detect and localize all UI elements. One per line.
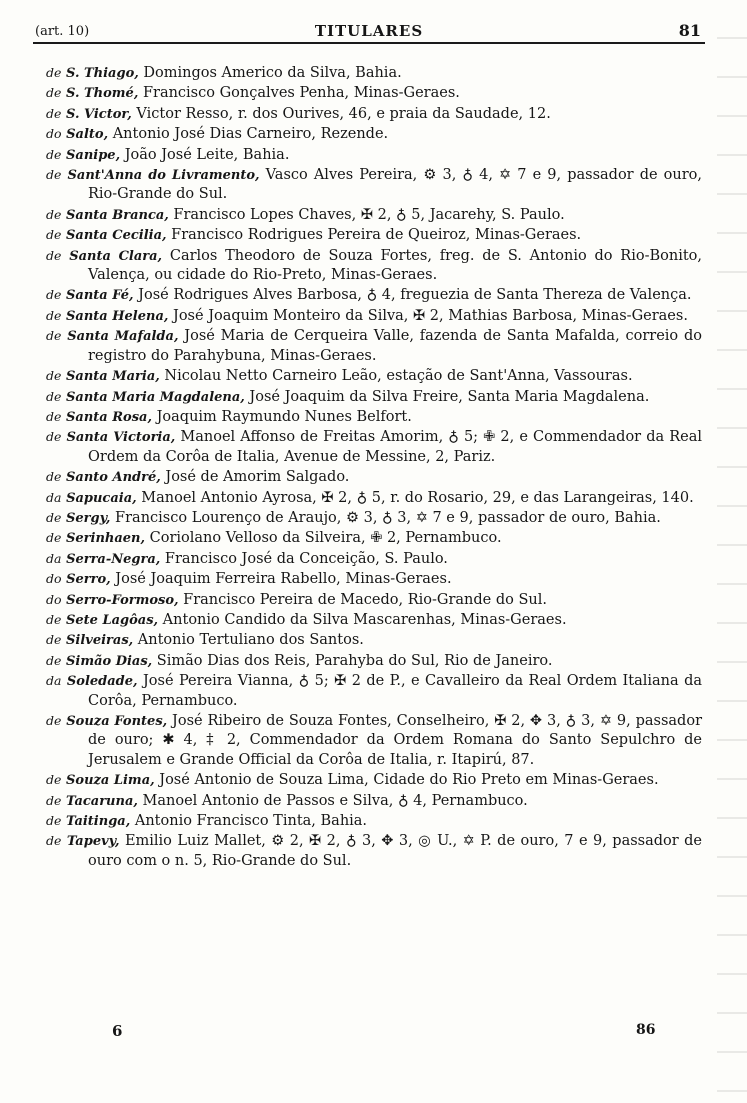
entry-holder: Carlos Theodoro de Souza Fortes, freg. de S. Antonio do Rio-Bonito, Valença, ou cidade do Rio-Preto, Minas-Geraes. (88, 247, 703, 284)
entry-preposition: da (46, 673, 62, 689)
title-entry (46, 83, 702, 103)
entry-preposition: de (46, 632, 62, 648)
entry-holder: Francisco Pereira de Macedo, Rio-Grande do Sul. (178, 591, 548, 608)
entry-preposition: de (46, 227, 62, 243)
entry-title: Santa Maria Magdalena, (66, 389, 245, 405)
title-entry (46, 831, 702, 871)
entry-preposition: de (46, 408, 62, 424)
title-entry (46, 610, 702, 630)
entry-preposition: do (46, 126, 62, 142)
title-entry (46, 285, 702, 305)
entry-holder: José Joaquim Ferreira Rabello, Minas-Geraes. (110, 571, 452, 588)
entry-holder: Manoel Antonio Ayrosa, ✠ 2, ♁ 5, r. do Rosario, 29, e das Larangeiras, 140. (136, 489, 694, 506)
entry-holder: Joaquim Raymundo Nunes Belfort. (151, 408, 412, 425)
entry-title: Taitinga, (66, 814, 131, 830)
title-entry (46, 791, 702, 811)
entry-title: Santa Mafalda, (67, 329, 179, 345)
page-edge-speckle (717, 0, 747, 1103)
title-entry (46, 407, 702, 427)
entry-title: Silveiras, (66, 633, 134, 649)
entry-title: Tapevy, (66, 834, 120, 850)
page-number: 81 (678, 21, 701, 40)
title-entry (46, 671, 702, 711)
entry-title: Souza Lima, (66, 773, 155, 789)
entry-title: Santa Rosa, (66, 409, 152, 425)
entry-title: Tacaruna, (66, 793, 138, 809)
entry-title: Souza Fontes, (66, 714, 168, 729)
title-entry (46, 427, 702, 467)
running-header (33, 20, 705, 44)
entry-preposition: de (46, 206, 62, 222)
entry-holder: José Pereira Vianna, ♁ 5; ✠ 2 de P., e Cavalleiro da Real Ordem Italiana da Corôa, Pernambuco. (88, 673, 703, 709)
title-entry (46, 711, 702, 770)
entry-holder: Victor Resso, r. dos Ourives, 46, e praia da Saudade, 12. (131, 105, 551, 122)
entry-holder: Manoel Affonso de Freitas Amorim, ♁ 5; ✙ 2, e Commendador da Real Ordem da Corôa de Italia, Avenue de Messine, 2, Pariz. (88, 429, 702, 465)
entry-title: Sete Lagôas, (66, 612, 159, 628)
title-entry (46, 651, 702, 671)
entry-preposition: de (46, 287, 62, 303)
entry-preposition: de (46, 792, 62, 808)
entry-title: Santa Fé, (66, 288, 134, 304)
title-entry (46, 246, 702, 286)
entry-title: Simão Dias, (66, 653, 153, 669)
entry-title: Santa Maria, (66, 369, 160, 385)
entry-holder: Francisco José da Conceição, S. Paulo. (160, 550, 448, 567)
title-entry (46, 467, 702, 487)
entry-holder: Francisco Lourenço de Araujo, ⚙ 3, ♁ 3, ✡ 7 e 9, passador de ouro, Bahia. (110, 509, 661, 526)
entry-preposition: de (46, 772, 62, 788)
entry-title: Soledade, (66, 674, 138, 690)
entry-holder: Coriolano Velloso da Silveira, ✙ 2, Pernambuco. (145, 530, 502, 547)
entry-preposition: de (46, 469, 62, 485)
title-list (46, 63, 702, 871)
entry-preposition: de (46, 429, 62, 445)
signature-mark: 6 (112, 1022, 123, 1040)
entry-title: Serinhaen, (66, 531, 146, 547)
entry-preposition: de (46, 368, 62, 384)
entry-holder: Simão Dias dos Reis, Parahyba do Sul, Rio de Janeiro. (152, 652, 553, 669)
entry-holder: José Antonio de Souza Lima, Cidade do Rio Preto em Minas-Geraes. (154, 772, 659, 789)
entry-title: S. Thiago, (66, 66, 139, 81)
entry-preposition: de (46, 307, 62, 323)
entry-title: Sergy, (66, 510, 111, 526)
title-entry (46, 630, 702, 650)
entry-holder: Manoel Antonio de Passos e Silva, ♁ 4, Pernambuco. (137, 792, 528, 809)
title-entry (46, 569, 702, 589)
entry-holder: José Maria de Cerqueira Valle, fazenda de Santa Mafalda, correio do registro do Parahybuna, Minas-Geraes. (88, 328, 702, 364)
title-entry (46, 528, 702, 548)
entry-title: S. Victor, (66, 106, 132, 122)
entry-preposition: de (46, 65, 62, 80)
title-entry (46, 387, 702, 407)
entry-title: Santa Victoria, (66, 430, 176, 446)
entry-title: Sanipe, (66, 147, 121, 163)
entry-title: Santa Clara, (69, 248, 163, 264)
entry-holder: Francisco Rodrigues Pereira de Queiroz, Minas-Geraes. (166, 227, 582, 244)
entry-holder: José Ribeiro de Souza Fontes, Conselheiro, ✠ 2, ✥ 3, ♁ 3, ✡ 9, passador de ouro; ✱ 4, ‡ 2, Commendador da Ordem Romana do Santo Sepulchro de Jerusalem e Grande Official da Corôa de Italia, r. Itapirú, 87. (88, 713, 703, 768)
entry-title: Santa Cecilia, (66, 228, 167, 244)
entry-preposition: da (46, 550, 62, 566)
title-entry (46, 165, 702, 205)
title-entry (46, 508, 702, 528)
title-entry (46, 205, 702, 225)
entry-title: Serro, (66, 572, 111, 588)
entry-title: Santa Branca, (66, 207, 169, 223)
entry-preposition: de (46, 105, 62, 121)
entry-preposition: de (46, 328, 62, 344)
title-entry (46, 225, 702, 245)
entry-holder: João José Leite, Bahia. (120, 146, 290, 163)
entry-preposition: de (46, 530, 62, 546)
entry-title: Sant'Anna do Livramento, (67, 168, 260, 184)
entry-holder: Emilio Luiz Mallet, ⚙ 2, ✠ 2, ♁ 3, ✥ 3, ◎ U., ✡ P. de ouro, 7 e 9, passador de ouro com o n. 5, Rio-Grande do Sul. (88, 833, 702, 869)
footer-number: 86 (636, 1022, 656, 1038)
entry-title: Serra-Negra, (66, 551, 161, 567)
entry-preposition: de (46, 509, 62, 525)
entry-preposition: de (46, 247, 62, 263)
entry-holder: José Rodrigues Alves Barbosa, ♁ 4, freguezia de Santa Thereza de Valença. (133, 287, 692, 304)
entry-preposition: de (46, 611, 62, 627)
entry-title: Sapucaia, (66, 490, 137, 506)
title-entry (46, 104, 702, 124)
entry-title: Serro-Formoso, (66, 592, 179, 608)
entry-holder: José Joaquim da Silva Freire, Santa Maria Magdalena. (244, 388, 650, 405)
entry-holder: Francisco Lopes Chaves, ✠ 2, ♁ 5, Jacarehy, S. Paulo. (168, 206, 565, 223)
entry-holder: Antonio Francisco Tinta, Bahia. (130, 813, 368, 830)
title-entry (46, 549, 702, 569)
entry-holder: Domingos Americo da Silva, Bahia. (138, 65, 402, 81)
entry-preposition: de (46, 85, 62, 101)
entry-preposition: de (46, 167, 62, 183)
entry-holder: Nicolau Netto Carneiro Leão, estação de Sant'Anna, Vassouras. (159, 368, 633, 385)
title-entry (46, 306, 702, 326)
entry-title: Santo André, (66, 470, 161, 486)
title-entry (46, 811, 702, 831)
entry-holder: Francisco Gonçalves Penha, Minas-Geraes. (138, 85, 460, 102)
page-title: TITULARES (314, 22, 424, 40)
entry-title: Santa Helena, (66, 308, 169, 324)
entry-preposition: da (46, 489, 62, 505)
entry-preposition: de (46, 388, 62, 404)
entry-preposition: de (46, 813, 62, 829)
entry-holder: José de Amorim Salgado. (160, 469, 350, 486)
entry-preposition: de (46, 652, 62, 668)
entry-preposition: do (46, 591, 62, 607)
entry-holder: José Joaquim Monteiro da Silva, ✠ 2, Mathias Barbosa, Minas-Geraes. (168, 307, 688, 324)
title-entry (46, 590, 702, 610)
entry-preposition: de (46, 146, 62, 162)
article-reference: (art. 10) (35, 24, 90, 39)
entry-holder: Antonio Tertuliano dos Santos. (133, 632, 364, 649)
entry-preposition: do (46, 571, 62, 587)
entry-holder: Antonio Candido da Silva Mascarenhas, Minas-Geraes. (158, 611, 567, 628)
title-entry (46, 63, 702, 83)
entry-preposition: de (46, 713, 62, 728)
title-entry (46, 488, 702, 508)
title-entry (46, 124, 702, 144)
entry-holder: Antonio José Dias Carneiro, Rezende. (108, 126, 389, 143)
entry-title: Salto, (66, 127, 109, 143)
entry-holder: Vasco Alves Pereira, ⚙ 3, ♁ 4, ✡ 7 e 9, passador de ouro, Rio-Grande do Sul. (88, 167, 703, 203)
entry-preposition: de (46, 833, 62, 849)
title-entry (46, 770, 702, 790)
title-entry (46, 145, 702, 165)
title-entry (46, 366, 702, 386)
title-entry (46, 326, 702, 366)
entry-title: S. Thomé, (66, 86, 139, 102)
